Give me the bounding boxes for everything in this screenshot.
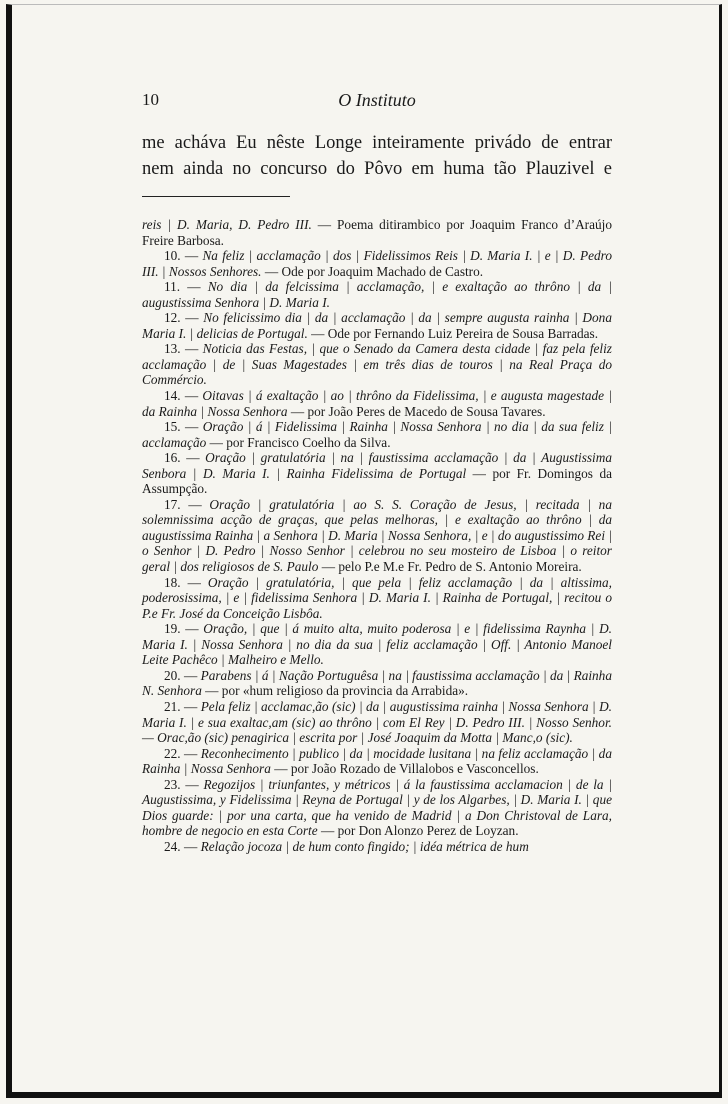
footnote-rule (142, 196, 290, 197)
footnote-attribution: — por João Peres de Macedo de Sousa Tavares. (287, 403, 546, 419)
footnote-entry (142, 699, 612, 746)
footnote-entry (142, 746, 612, 777)
footnote-attribution: — por Francisco Coelho da Silva. (206, 434, 391, 450)
footnote-number: 23. — (164, 776, 204, 792)
footnote-entry (142, 419, 612, 450)
footnote-entry (142, 217, 612, 248)
footnote-title: No dia | da felcissima | acclamação, | e exaltação ao thrôno | da | augustissima Senhora | D. Maria I. (142, 279, 612, 310)
body-line: me acháva Eu nêste Longe inteiramente privádo de entrar (142, 133, 612, 153)
footnote-entry (142, 497, 612, 575)
footnote-number: 18. — (164, 574, 208, 590)
footnote-title: Pela feliz | acclamac,ão (sic) | da | augustissima rainha | Nossa Senhora | D. Maria I. | e sua exaltac,am (sic) ao thrôno | com El Rey | D. Pedro III. | Nosso Senhor. — Orac,ão (sic) penagirica | escrita por | José Joaquim da Motta | Manc,o (sic). (142, 698, 612, 746)
footnote-number: 13. — (164, 341, 203, 357)
footnotes (142, 217, 612, 854)
footnote-number: 16. — (164, 450, 206, 466)
footnote-title: Oração | gratulatória | na | faustissima acclamação | da | Augustissima Senbora | D. Maria I. | Rainha Fidelissima de Portugal (142, 450, 612, 481)
footnote-title: Oitavas | á exaltação | ao | thrôno da Fidelissima, | e augusta magestade | da Rainha | Nossa Senhora (142, 388, 612, 419)
footnote-attribution: — por Don Alonzo Perez de Loyzan. (317, 823, 519, 839)
footnote-entry (142, 388, 612, 419)
footnote-entry (142, 668, 612, 699)
footnote-title: Regozijos | triunfantes, y métricos | á la faustissima acclamacion | de la | Augustissima, y Fidelissima | Reyna de Portugal | y de los Algarbes, | D. Maria I. | que Dios guarde: | por una carta, que ha venido de Madrid | a Don Christoval de Lara, hombre de negocio en esta Corte (142, 776, 612, 839)
footnote-entry (142, 341, 612, 388)
footnote-number: 11. — (164, 279, 208, 295)
footnote-attribution: — Ode por Fernando Luiz Pereira de Sousa Barradas. (307, 325, 599, 341)
footnote-title: Oração, | que | á muito alta, muito poderosa | e | fidelissima Raynha | D. Maria I. | Nossa Senhora | no dia da sua | feliz acclamação | Off. | Antonio Manoel Leite Pachêco | Malheiro e Mello. (142, 621, 612, 668)
page-number: 10 (142, 90, 159, 109)
body-line: nem ainda no concurso do Pôvo em huma tão Plauzivel e (142, 159, 612, 179)
footnote-number: 10. — (164, 248, 203, 264)
footnote-number: 21. — (164, 698, 201, 714)
running-title: O Instituto (338, 90, 416, 110)
page-header (142, 90, 612, 116)
footnote-title: Oração | gratulatória | ao S. S. Coração de Jesus, | recitada | na solemnissima acção de graças, que pelas melhoras, | e exaltação ao thrôno | da augustissima Rainha | a Senhora | D. Maria | Nossa Senhora, | e | do augustissimo Rei | o Senhor | D. Pedro | Nosso Senhor | celebrou no seu mosteiro de Lisboa | o reitor geral | dos religiosos de S. Paulo (142, 496, 612, 575)
footnote-entry (142, 279, 612, 310)
footnote-title: Na feliz | acclamação | dos | Fidelissimos Reis | D. Maria I. | e | D. Pedro III. | Nossos Senhores. (142, 248, 612, 279)
footnote-entry (142, 248, 612, 279)
footnote-attribution: — por João Rozado de Villalobos e Vasconcellos. (270, 761, 539, 777)
footnote-title: Parabens | á | Nação Portuguêsa | na | faustissima acclamação | da | Rainha N. Senhora (142, 667, 612, 699)
footnote-attribution: — Ode por Joaquim Machado de Castro. (261, 263, 484, 279)
footnote-entry (142, 450, 612, 497)
footnote-attribution: — por «hum religioso da provincia da Arrabida». (201, 683, 469, 699)
footnote-attribution: — por Fr. Domingos da Assumpção. (142, 465, 612, 497)
footnote-entry (142, 777, 612, 839)
footnote-number: 19. — (164, 621, 204, 637)
body-text (142, 130, 612, 182)
footnote-entry (142, 621, 612, 668)
footnote-number: 14. — (164, 388, 203, 404)
footnote-number: 17. — (164, 496, 210, 512)
footnote-title: No felicissimo dia | da | acclamação | da | sempre augusta rainha | Dona Maria I. | delicias de Portugal. (142, 310, 612, 341)
footnote-number: 24. — (164, 838, 201, 854)
footnote-attribution: — Poema ditirambico por Joaquim Franco d’Araújo Freire Barbosa. (142, 217, 612, 248)
footnote-title: Noticia das Festas, | que o Senado da Camera desta cidade | faz pela feliz acclamação | de | Suas Magestades | em três dias de touros | na Real Praça do Commércio. (142, 341, 612, 388)
footnote-entry (142, 575, 612, 622)
footnote-attribution: — pelo P.e M.e Fr. Pedro de S. Antonio Moreira. (318, 559, 582, 575)
footnote-title: Reconhecimento | publico | da | mocidade lusitana | na feliz acclamação | da Rainha | Nossa Senhora (142, 745, 612, 777)
footnote-title: Oração | gratulatória, | que pela | feliz acclamação | da | altissima, poderosissima, | e | fidelissima Senhora | D. Maria I. | Rainha de Portugal, | recitou o P.e Fr. José da Conceição Lisbôa. (142, 574, 612, 621)
footnote-title: reis | D. Maria, D. Pedro III. (142, 217, 312, 232)
footnote-number: 20. — (164, 667, 201, 683)
footnote-number: 12. — (164, 310, 204, 326)
footnote-title: Oração | á | Fidelissima | Rainha | Nossa Senhora | no dia | da sua feliz | acclamação (142, 419, 612, 450)
footnote-number: 15. — (164, 419, 203, 435)
footnote-entry (142, 310, 612, 341)
footnote-title: Relação jocoza | de hum conto fingido; | idéa métrica de hum (200, 838, 529, 854)
footnote-number: 22. — (164, 745, 201, 761)
footnote-entry (142, 839, 612, 855)
